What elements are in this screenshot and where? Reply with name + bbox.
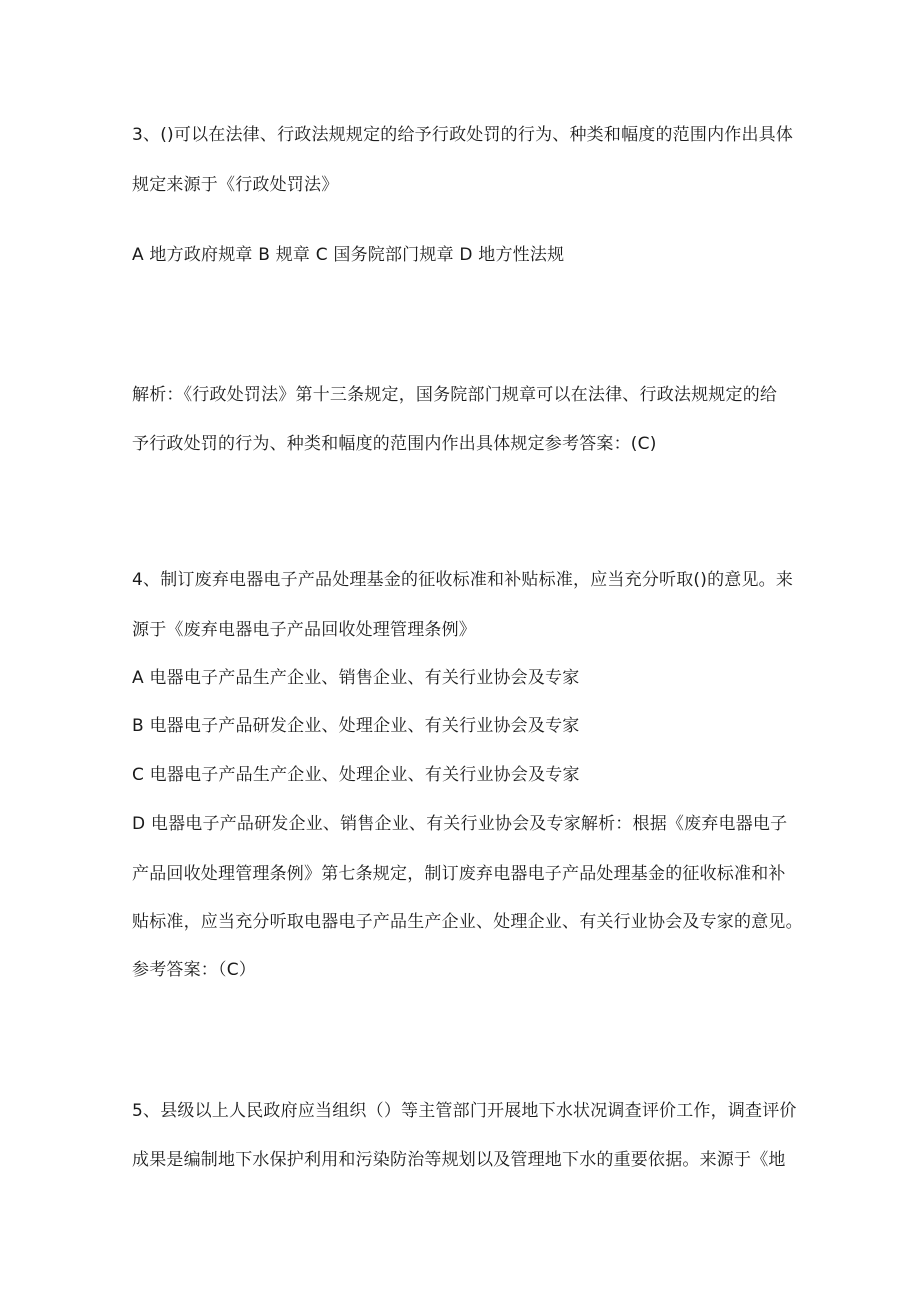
q3-stem-line-2: 规定来源于《行政处罚法》	[132, 175, 339, 195]
q4-answer: 参考答案：（C）	[132, 960, 256, 980]
q3-stem-line-1: 3、()可以在法律、行政法规规定的给予行政处罚的行为、种类和幅度的范围内作出具体	[132, 125, 794, 145]
q3-options: A 地方政府规章 B 规章 C 国务院部门规章 D 地方性法规	[132, 245, 565, 265]
q4-option-d-line-1: D 电器电子产品研发企业、销售企业、有关行业协会及专家解析：根据《废弃电器电子	[132, 814, 788, 834]
q4-stem-line-2: 源于《废弃电器电子产品回收处理管理条例》	[132, 620, 476, 640]
q3-analysis-line-1: 解析：《行政处罚法》第十三条规定，国务院部门规章可以在法律、行政法规规定的给	[132, 385, 778, 405]
q4-option-d-line-3: 贴标准，应当充分听取电器电子产品生产企业、处理企业、有关行业协会及专家的意见。	[132, 912, 803, 932]
q4-option-a: A 电器电子产品生产企业、销售企业、有关行业协会及专家	[132, 668, 580, 688]
q4-option-b: B 电器电子产品研发企业、处理企业、有关行业协会及专家	[132, 716, 580, 736]
q5-stem-line-2: 成果是编制地下水保护利用和污染防治等规划以及管理地下水的重要依据。来源于《地	[132, 1150, 786, 1170]
q4-option-d-line-2: 产品回收处理管理条例》第七条规定，制订废弃电器电子产品处理基金的征收标准和补	[132, 864, 786, 884]
q5-stem-line-1: 5、县级以上人民政府应当组织（）等主管部门开展地下水状况调查评价工作，调查评价	[132, 1101, 797, 1121]
q3-analysis-line-2: 予行政处罚的行为、种类和幅度的范围内作出具体规定参考答案：(C)	[132, 434, 657, 454]
q4-option-c: C 电器电子产品生产企业、处理企业、有关行业协会及专家	[132, 765, 580, 785]
q4-stem-line-1: 4、制订废弃电器电子产品处理基金的征收标准和补贴标准，应当充分听取()的意见。来	[132, 570, 794, 590]
